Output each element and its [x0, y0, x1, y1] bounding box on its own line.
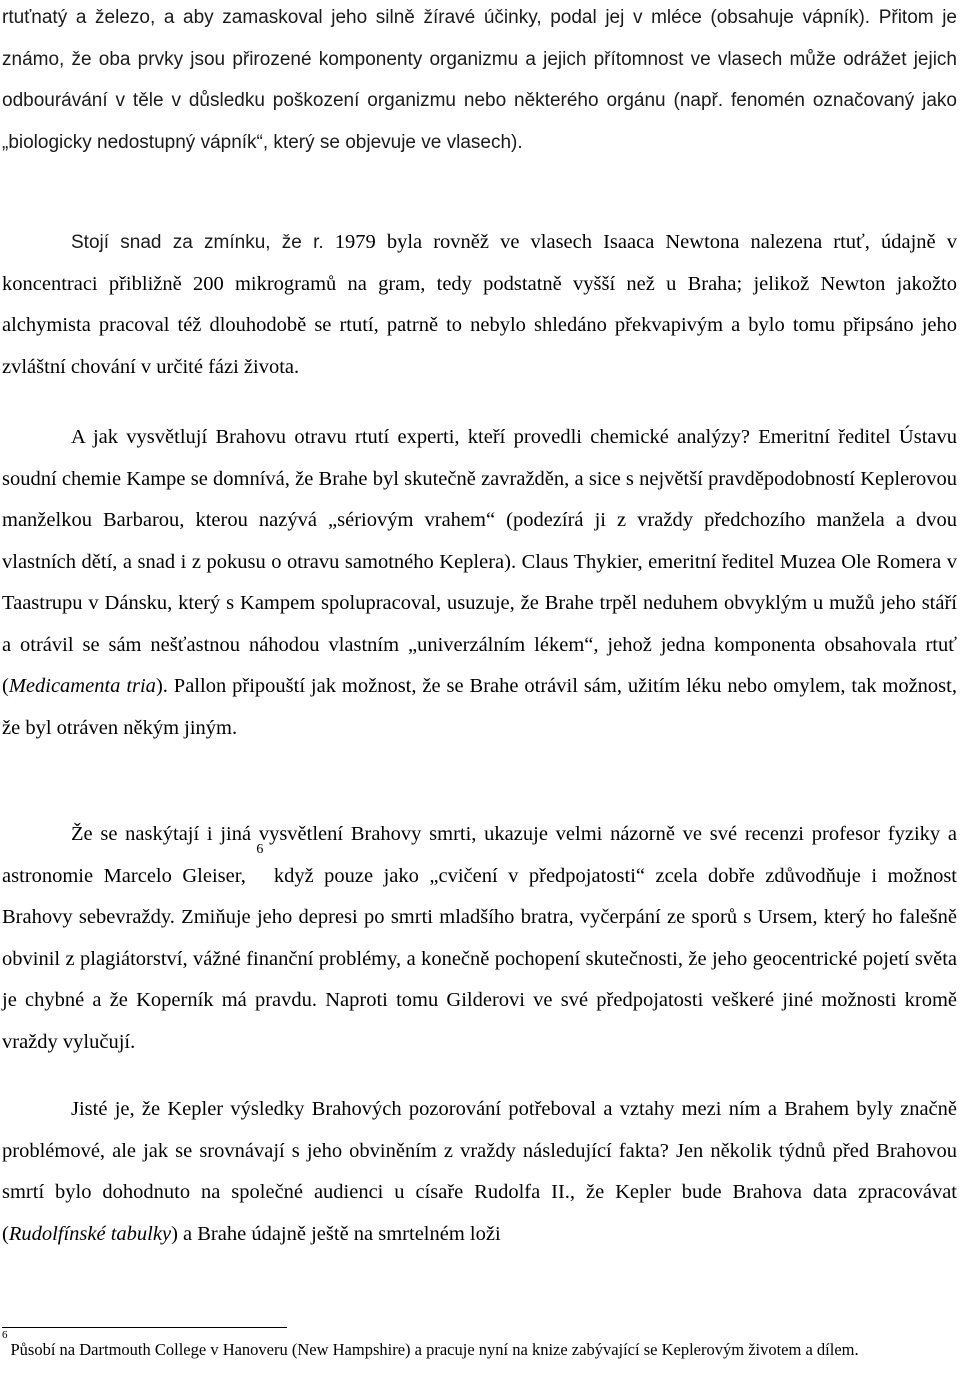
paragraph-4-text-b: když pouze jako „cvičení v předpojatosti“ zcela dobře zdůvodňuje i možnost Brahovy sebevraždy. Zmiňuje jeho depresi po smrti mladšího bratra, vyčerpání ze sporů s Ursem, který ho falešně obvinil z plagiátorství, vážné finanční problémy, a konečně pochopení skutečnosti, že jeho geocentrické pojetí světa je chybné a že Koperník má pravdu. Naproti tomu Gilderovi ve své předpojatosti veškeré jiné možnosti kromě vraždy vylučují.	[2, 864, 957, 1053]
paragraph-2-sans-text: Stojí snad za zmínku, že r.	[71, 232, 324, 253]
paragraph-3-italic-title: Medicamenta tria	[8, 675, 156, 697]
paragraph-1	[2, 0, 957, 163]
paragraph-2	[2, 222, 957, 388]
paragraph-5-text-b: ) a Brahe údajně ještě na smrtelném loži	[171, 1222, 501, 1245]
footnote-text: Působí na Dartmouth College v Hanoveru (New Hampshire) a pracuje nyní na knize zabývající se Keplerovým životem a dílem.	[10, 1340, 859, 1359]
footnote-reference[interactable]: 6	[256, 841, 264, 857]
paragraph-3-text-a: A jak vysvětlují Brahovu otravu rtutí experti, kteří provedli chemické analýzy? Emeritní ředitel Ústavu soudní chemie Kampe se domnívá, že Brahe byl skutečně zavražděn, a sice s největší pravděpodobností Keplerovou manželkou Barbarou, kterou nazývá „sériovým vrahem“ (podezírá ji z vraždy předchozího manžela a dvou vlastních dětí, a snad i z pokusu o otravu samotného Keplera). Claus Thykier, emeritní ředitel Muzea Ole Romera v Taastrupu v Dánsku, který s Kampem spolupracoval, usuzuje, že Brahe trpěl neduhem obvyklým u mužů jeho stáří a otrávil se sám nešťastnou náhodou vlastním „univerzálním lékem“, jehož jedna komponenta obsahovala rtuť (	[2, 426, 957, 697]
footnote-divider	[2, 1327, 287, 1328]
paragraph-4-text-a: Že se naskýtají i jiná vysvětlení Brahovy smrti, ukazuje velmi názorně ve své recenzi profesor fyziky a astronomie Marcelo Gleiser,	[2, 823, 957, 887]
footnote	[2, 1329, 957, 1361]
paragraph-5	[2, 1089, 957, 1255]
paragraph-3-text-b: ). Pallon připouští jak možnost, že se Brahe otrávil sám, užitím léku nebo omylem, tak možnost, že byl otráven někým jiným.	[2, 675, 957, 739]
footnote-number: 6	[2, 1329, 8, 1341]
paragraph-5-text-a: Jisté je, že Kepler výsledky Brahových pozorování potřeboval a vztahy mezi ním a Brahem byly značně problémové, ale jak se srovnávají s jeho obviněním z vraždy následující fakta? Jen několik týdnů před Brahovou smrtí bylo dohodnuto na společné audienci u císaře Rudolfa II., že Kepler bude Brahova data zpracovávat (	[2, 1098, 957, 1245]
paragraph-4	[2, 814, 957, 1063]
paragraph-5-italic-title: Rudolfínské tabulky	[8, 1222, 172, 1245]
paragraph-2-text: 1979 byla rovněž ve vlasech Isaaca Newtona nalezena rtuť, údajně v koncentraci přibližně 200 mikrogramů na gram, tedy podstatně vyšší než u Braha; jelikož Newton jakožto alchymista pracoval též dlouhodobě se rtutí, patrně to nebylo shledáno překvapivým a bylo tomu připsáno jeho zvláštní chování v určité fázi života.	[2, 231, 957, 378]
paragraph-1-text: rtuťnatý a železo, a aby zamaskoval jeho silně žíravé účinky, podal jej v mléce (obsahuje vápník). Přitom je známo, že oba prvky jsou přirozené komponenty organizmu a jejich přítomnost ve vlasech může odrážet jejich odbourávání v těle v důsledku poškození organizmu nebo některého orgánu (např. fenomén označovaný jako „biologicky nedostupný vápník“, který se objevuje ve vlasech).	[2, 7, 957, 153]
paragraph-3	[2, 417, 957, 749]
